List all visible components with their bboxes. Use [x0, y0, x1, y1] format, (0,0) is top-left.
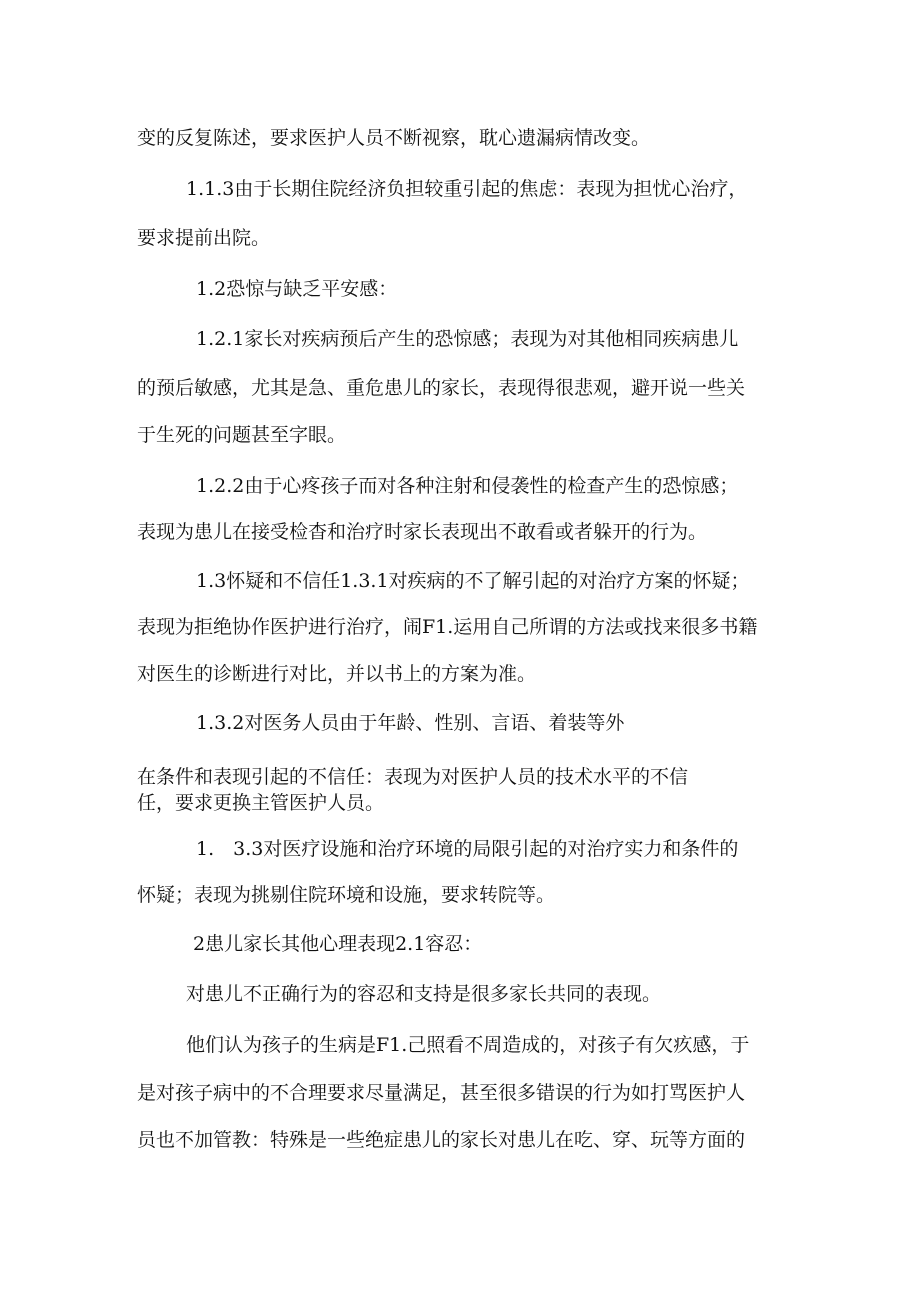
text-line: 对患儿不正确行为的容忍和支持是很多家长共同的表现。	[186, 983, 662, 1005]
text-line: 1.3怀疑和不信任1.3.1对疾病的不了解引起的对治疗方案的怀疑；	[196, 570, 750, 592]
text-line: 表现为拒绝协作医护进行治疗，闹F1.运用自己所谓的方法或找来很多书籍	[137, 616, 758, 638]
text-line: 任，要求更换主管医护人员。	[137, 792, 385, 814]
text-line: 对医生的诊断进行对比，并以书上的方案为准。	[137, 663, 537, 685]
text-line: 变的反复陈述，要求医护人员不断视察，耽心遗漏病情改变。	[137, 127, 651, 149]
text-line: 在条件和表现引起的不信任：表现为对医护人员的技术水平的不信	[137, 766, 689, 788]
text-line: 表现为患儿在接受检杳和治疗时家长表现出不敢看或者躲开的行为。	[137, 521, 708, 543]
text-line: 是对孩子病中的不合理要求尽量满足，甚至很多错误的行为如打骂医护人	[137, 1082, 746, 1104]
text-line: 1.2恐惊与缺乏平安感：	[196, 278, 398, 300]
text-line: 的预后敏感，尤其是急、重危患儿的家长，表现得很悲观，避开说一些关	[137, 377, 746, 399]
text-line: 他们认为孩子的生病是F1.己照看不周造成的，对孩子有欠疚感，于	[186, 1034, 750, 1056]
text-line: 员也不加管教：特殊是一些绝症患儿的家长对患儿在吃、穿、玩等方面的	[137, 1129, 746, 1151]
text-line: 要求提前出院。	[137, 227, 271, 249]
text-line: 怀疑；表现为挑剔住院环境和设施，要求转院等。	[137, 884, 556, 906]
text-line: 1.1.3由于长期住院经济负担较重引起的焦虑：表现为担忧心治疗，	[186, 178, 748, 200]
text-line: 1.2.2由于心疼孩子而对各种注射和侵袭性的检查产生的恐惊感；	[196, 475, 739, 497]
text-line: 1.3.2对医务人员由于年龄、性别、言语、着装等外	[196, 712, 625, 734]
text-line: 1.2.1家长对疾病预后产生的恐惊感；表现为对其他相同疾病患儿	[196, 328, 739, 350]
text-line: 于生死的问题甚至字眼。	[137, 424, 347, 446]
text-line: 2患儿家长其他心理表现2.1容忍：	[193, 933, 483, 955]
text-line: 1. 3.3对医疗设施和治疗环境的局限引起的对治疗实力和条件的	[196, 838, 739, 860]
